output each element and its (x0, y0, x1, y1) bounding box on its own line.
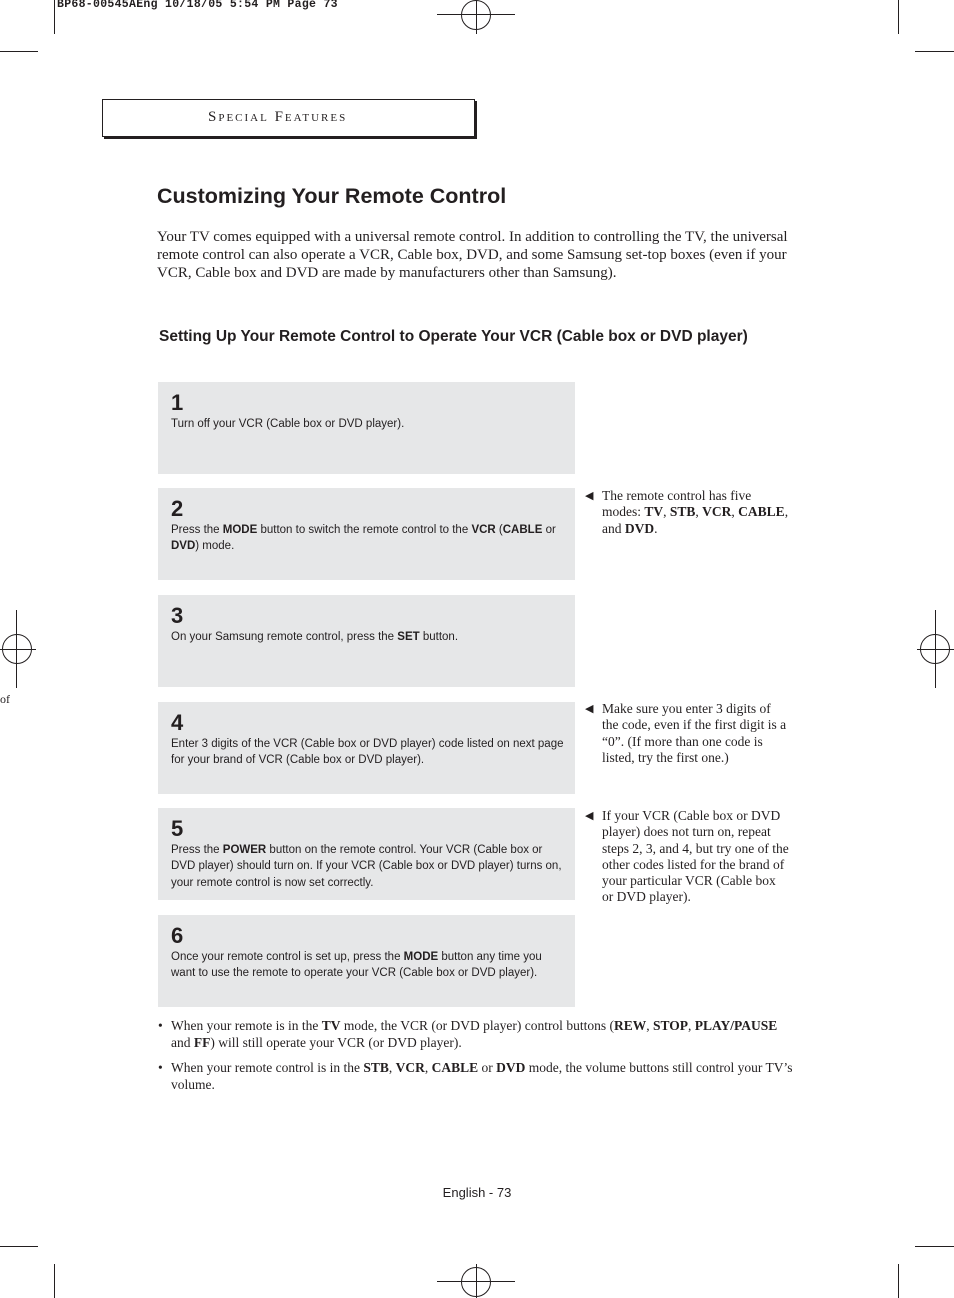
section-header (102, 99, 475, 137)
left-arrow-icon: ◀ (585, 810, 594, 822)
step-text: Turn off your VCR (Cable box or DVD player). (171, 418, 405, 430)
step-number: 1 (171, 390, 184, 415)
step-number: 3 (171, 603, 184, 628)
step-2 (158, 488, 575, 580)
margin-text-fragment: of (0, 692, 10, 706)
step-text: Enter 3 digits of the VCR (Cable box or DVD player) code listed on next page for your brand of VCR (Cable box or DVD player). (171, 738, 564, 767)
left-arrow-icon: ◀ (585, 490, 594, 502)
list-item: • When your remote is in the TV mode, the VCR (or DVD player) control buttons (REW, STOP, PLAY/PAUSE and FF) will still operate your VCR (or DVD player). (158, 1018, 778, 1050)
bullet-icon: • (158, 1060, 163, 1075)
page-footer: English - 73 (442, 1185, 512, 1200)
step-number: 5 (171, 816, 184, 841)
side-note (585, 701, 790, 766)
list-item: • When your remote control is in the STB, VCR, CABLE or DVD mode, the volume buttons still control your TV’s volume. (158, 1060, 793, 1092)
step-1 (158, 382, 575, 474)
bullet-list (158, 1018, 798, 1102)
page-title: Customizing Your Remote Control (157, 184, 507, 208)
step-text: Once your remote control is set up, press the MODE button any time you want to use the remote to operate your VCR (Cable box or DVD player). (171, 951, 542, 980)
note-text: The remote control has five modes: TV, STB, VCR, CABLE, and DVD. (602, 488, 789, 536)
section-subtitle: Setting Up Your Remote Control to Operate Your VCR (Cable box or DVD player) (159, 328, 748, 345)
note-text: If your VCR (Cable box or DVD player) does not turn on, repeat steps 2, 3, and 4, but try one of the other codes listed for the brand of your particular VCR (Cable box or DVD player). (602, 808, 789, 905)
step-text: On your Samsung remote control, press the SET button. (171, 631, 459, 643)
intro-paragraph: Your TV comes equipped with a universal remote control. In addition to controlling the TV, the universal remote control can also operate a VCR, Cable box, DVD, and some Samsung set-top boxes (even if your VCR, Cable box and DVD are made by manufacturers other than Samsung). (157, 229, 788, 281)
side-note (585, 808, 790, 906)
step-text: Press the MODE button to switch the remote control to the VCR (CABLE or DVD) mode. (171, 524, 556, 553)
step-number: 6 (171, 923, 184, 948)
step-text: Press the POWER button on the remote control. Your VCR (Cable box or DVD player) should turn on. If your VCR (Cable box or DVD player) turns on, your remote control is now set correctly. (171, 844, 562, 889)
print-slug: BP68-00545AEng 10/18/05 5:54 PM Page 73 (57, 0, 338, 11)
step-3 (158, 595, 575, 687)
left-arrow-icon: ◀ (585, 703, 594, 715)
step-number: 4 (171, 710, 184, 735)
section-title: Special Features (208, 109, 348, 125)
note-text: Make sure you enter 3 digits of the code, even if the first digit is a “0”. (If more than one code is listed, try the first one.) (602, 701, 787, 765)
bullet-icon: • (158, 1018, 163, 1033)
step-number: 2 (171, 496, 184, 521)
step-4 (158, 702, 575, 794)
step-6 (158, 915, 575, 1007)
step-5 (158, 808, 575, 900)
side-note (585, 488, 790, 537)
